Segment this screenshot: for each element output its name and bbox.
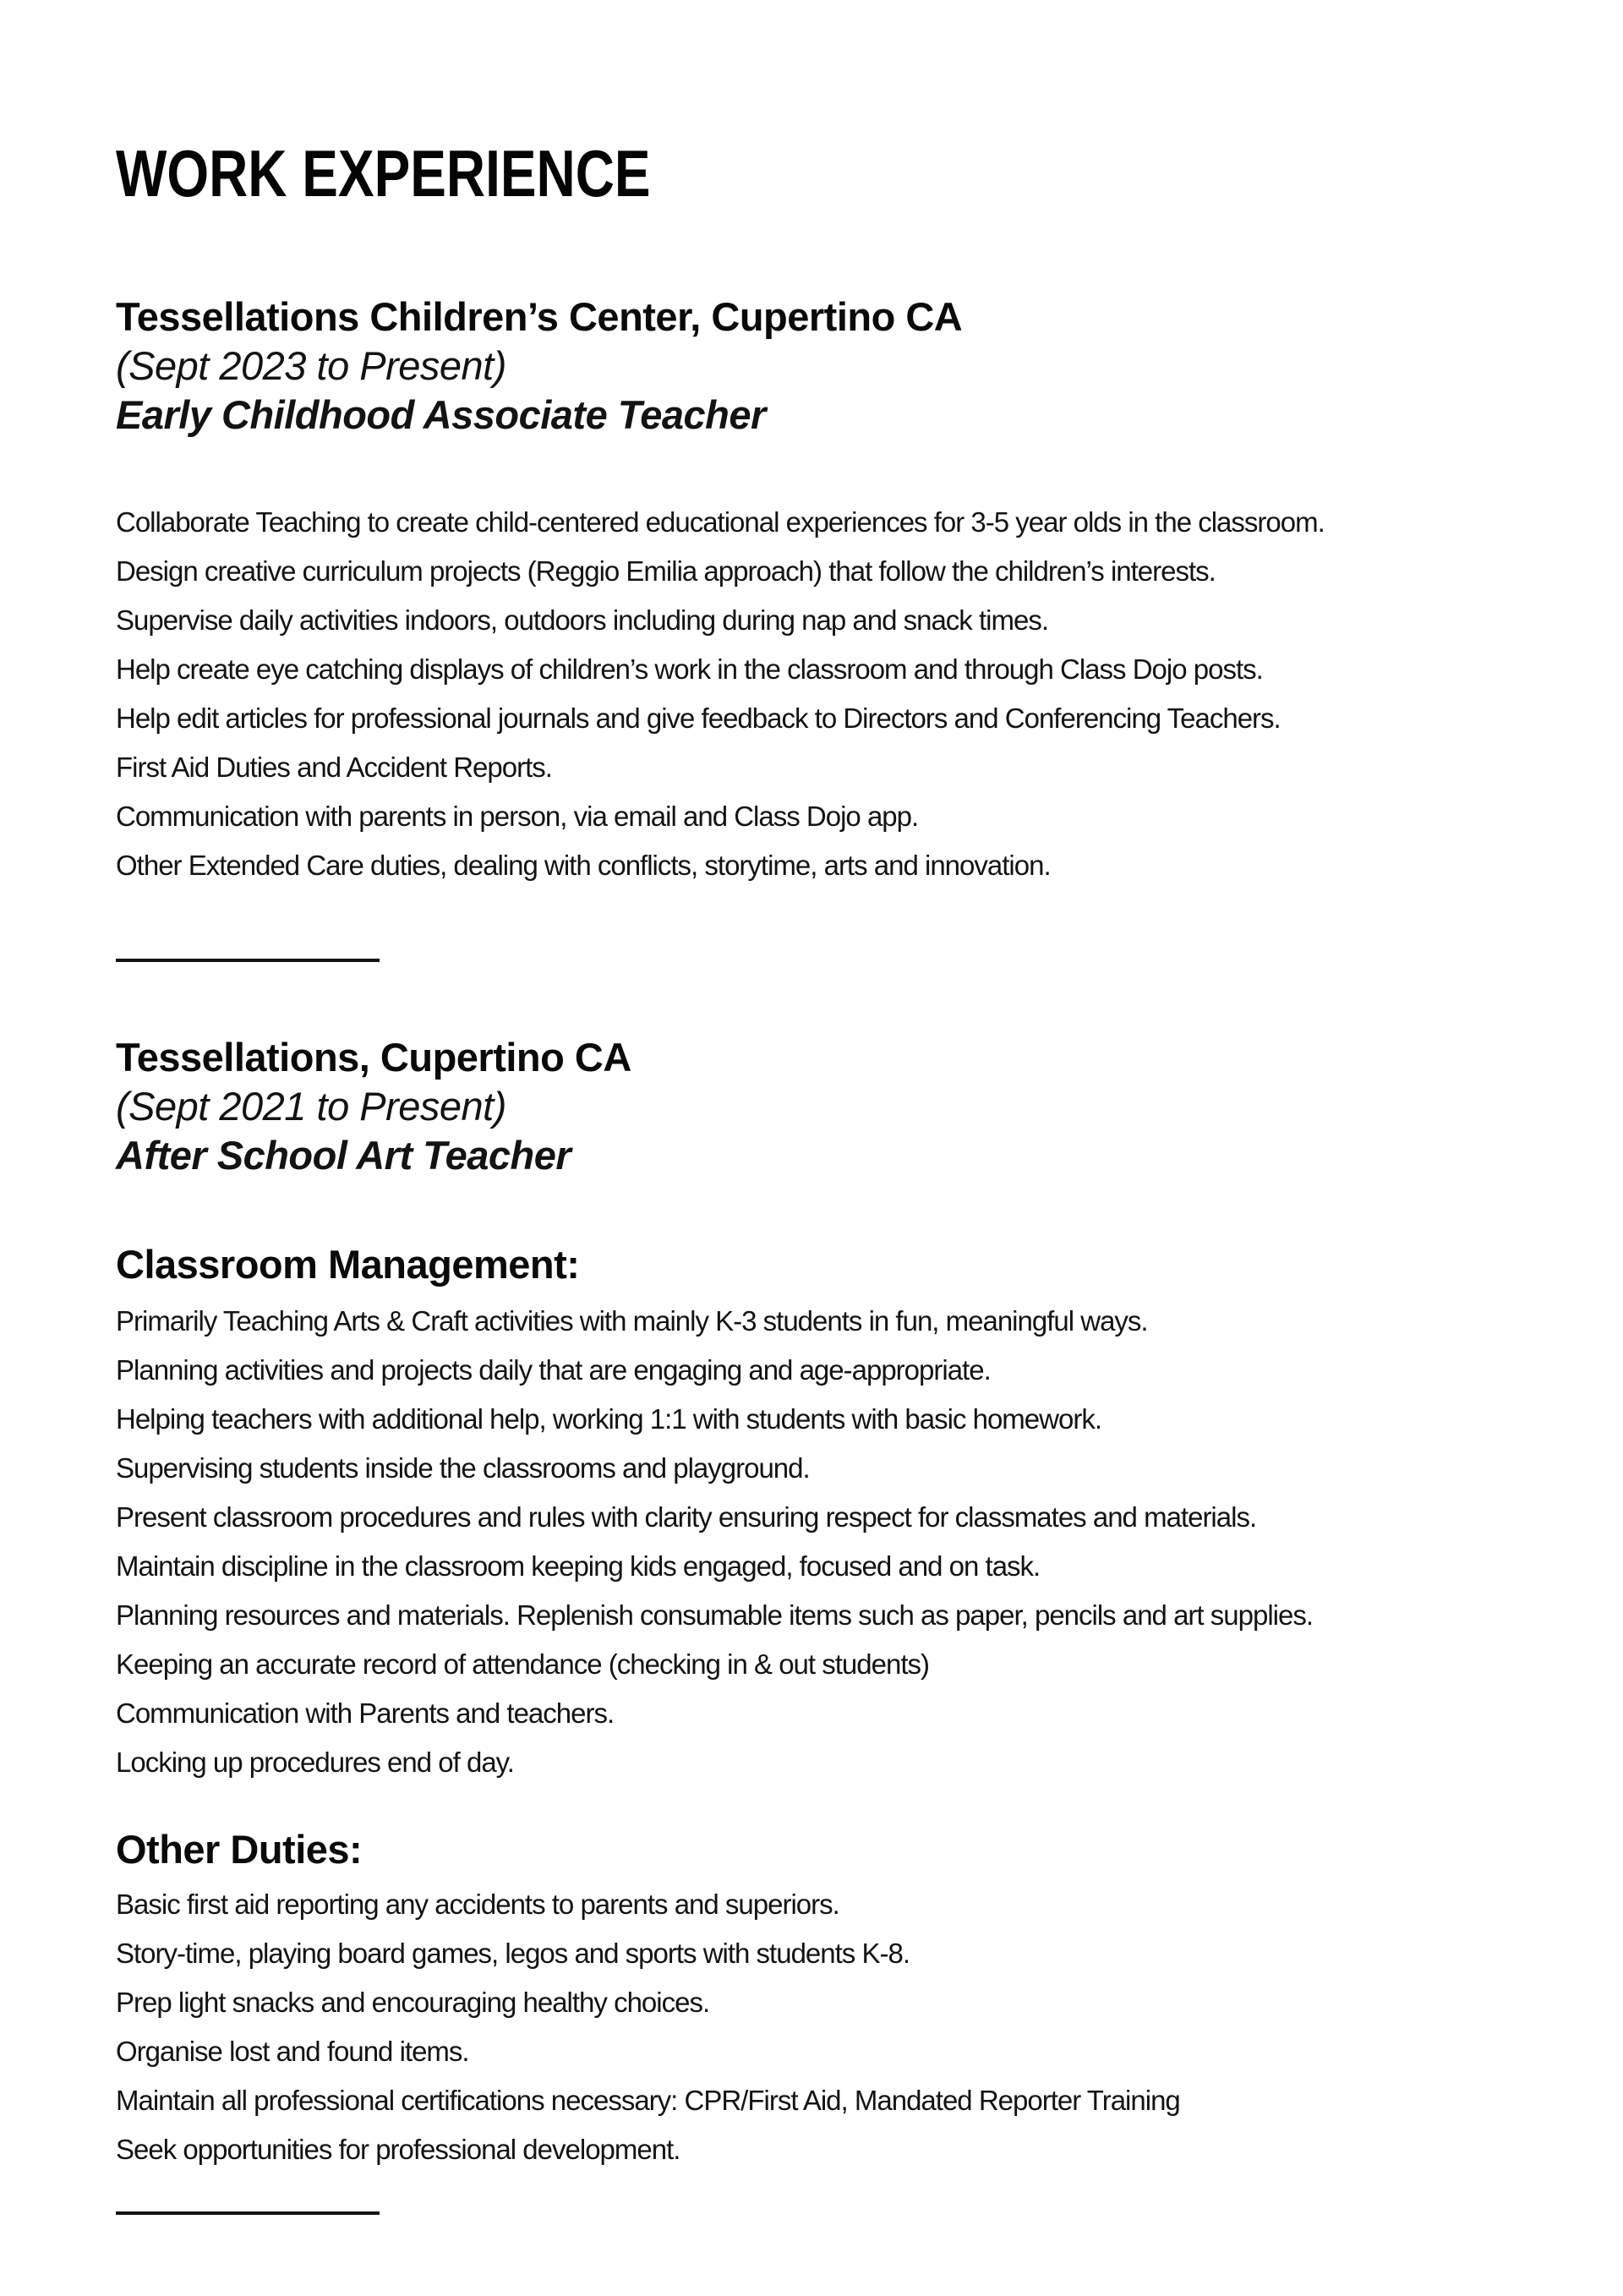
duty-line: Communication with parents in person, via email and Class Dojo app. <box>116 801 919 832</box>
job-title: Early Childhood Associate Teacher <box>116 392 766 437</box>
company-name: Tessellations, Cupertino CA <box>116 1035 631 1080</box>
duty-line: Planning activities and projects daily that are engaging and age-appropriate. <box>116 1354 991 1386</box>
section-divider <box>116 2211 380 2215</box>
duty-line: Basic first aid reporting any accidents to parents and superiors. <box>116 1889 839 1920</box>
duty-line: Maintain all professional certifications necessary: CPR/First Aid, Mandated Reporter Training <box>116 2085 1180 2116</box>
duty-line: Maintain discipline in the classroom keeping kids engaged, focused and on task. <box>116 1550 1041 1582</box>
duty-line: Locking up procedures end of day. <box>116 1747 514 1778</box>
duty-line: Organise lost and found items. <box>116 2036 469 2067</box>
page-title: WORK EXPERIENCE <box>116 136 651 210</box>
duty-line: First Aid Duties and Accident Reports. <box>116 752 552 783</box>
duty-line: Planning resources and materials. Replenish consumable items such as paper, pencils and art supplies. <box>116 1599 1314 1631</box>
duty-line: Primarily Teaching Arts & Craft activities with mainly K-3 students in fun, meaningful ways. <box>116 1305 1148 1337</box>
duty-line: Story-time, playing board games, legos and sports with students K-8. <box>116 1938 910 1969</box>
duties-list <box>116 1880 1589 2174</box>
duty-line: Seek opportunities for professional development. <box>116 2134 680 2165</box>
duty-line: Help create eye catching displays of children’s work in the classroom and through Class Dojo posts. <box>116 653 1263 685</box>
duty-line: Present classroom procedures and rules with clarity ensuring respect for classmates and materials. <box>116 1501 1257 1533</box>
duties-list <box>116 1297 1589 1787</box>
employment-dates: (Sept 2023 to Present) <box>116 343 506 388</box>
duty-line: Helping teachers with additional help, working 1:1 with students with basic homework. <box>116 1403 1101 1435</box>
section-heading-other-duties: Other Duties: <box>116 1827 363 1872</box>
duty-line: Design creative curriculum projects (Reggio Emilia approach) that follow the children’s interests. <box>116 555 1216 587</box>
job-entry-header <box>116 292 1589 440</box>
duties-list <box>116 498 1589 890</box>
section-heading-classroom-management: Classroom Management: <box>116 1242 580 1287</box>
duty-line: Supervise daily activities indoors, outdoors including during nap and snack times. <box>116 604 1048 636</box>
duty-line: Help edit articles for professional journals and give feedback to Directors and Conferencing Teachers. <box>116 702 1281 734</box>
duty-line: Supervising students inside the classrooms and playground. <box>116 1452 810 1484</box>
duty-line: Communication with Parents and teachers. <box>116 1697 615 1729</box>
section-divider <box>116 959 380 962</box>
duty-line: Other Extended Care duties, dealing with conflicts, storytime, arts and innovation. <box>116 850 1051 881</box>
company-name: Tessellations Children’s Center, Cupertino CA <box>116 294 963 339</box>
job-title: After School Art Teacher <box>116 1133 571 1178</box>
job-entry-header <box>116 1033 1589 1180</box>
duty-line: Prep light snacks and encouraging healthy choices. <box>116 1987 710 2018</box>
duty-line: Keeping an accurate record of attendance (checking in & out students) <box>116 1648 929 1680</box>
employment-dates: (Sept 2021 to Present) <box>116 1084 506 1129</box>
duty-line: Collaborate Teaching to create child-centered educational experiences for 3-5 year olds in the classroom. <box>116 506 1325 538</box>
